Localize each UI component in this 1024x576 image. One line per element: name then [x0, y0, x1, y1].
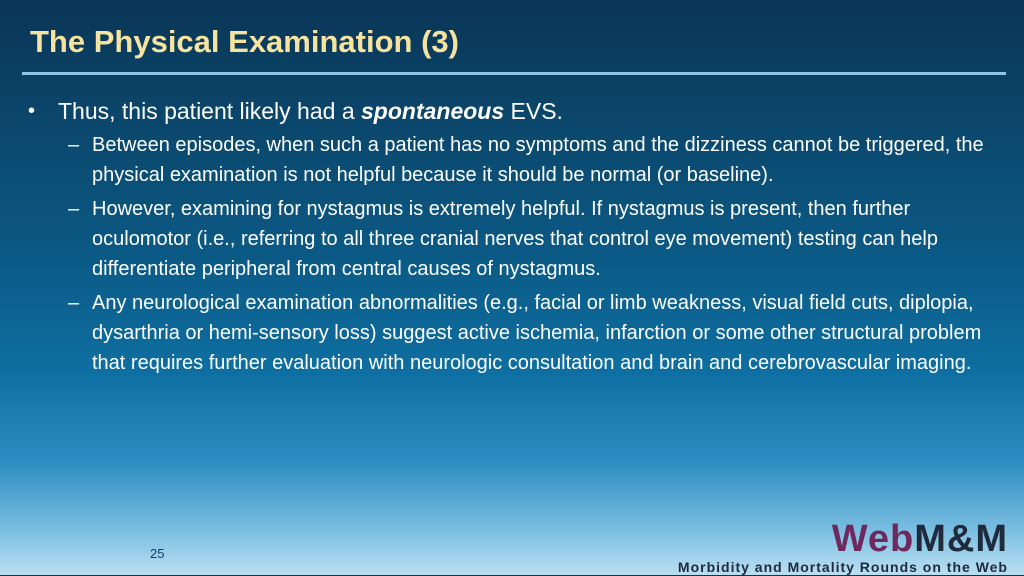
- bullet-emphasis: spontaneous: [361, 98, 505, 124]
- bullet-marker: •: [28, 100, 36, 122]
- logo-tagline: Morbidity and Mortality Rounds on the Web: [677, 559, 1008, 575]
- page-number: 25: [150, 546, 165, 561]
- slide-content: [28, 96, 998, 382]
- sub-bullet-text: Any neurological examination abnormalities (e.g., facial or limb weakness, visual field cuts, diplopia, dysarthria or hemi-sensory loss) suggest active ischemia, infarction or some other structural problem that requires further evaluation with neurologic consultation and brain and cerebrovascular imaging.: [92, 292, 982, 374]
- sub-bullet-2: [68, 194, 998, 284]
- bullet-prefix: Thus, this patient likely had a: [58, 98, 361, 124]
- sub-bullet-marker: –: [68, 198, 80, 220]
- logo-mm-text: M&M: [914, 518, 1008, 560]
- sub-bullet-3: [68, 288, 998, 378]
- webmm-logo: [656, 520, 1008, 576]
- main-bullet: [28, 96, 998, 126]
- slide-title: The Physical Examination (3): [30, 24, 459, 59]
- main-bullet-text: [58, 96, 563, 126]
- sub-bullet-text: However, examining for nystagmus is extremely helpful. If nystagmus is present, then further oculomotor (i.e., referring to all three cranial nerves that control eye movement) testing can help differentiate peripheral from central causes of nystagmus.: [92, 198, 938, 280]
- sub-bullet-1: [68, 130, 998, 190]
- sub-bullet-text: Between episodes, when such a patient has no symptoms and the dizziness cannot be triggered, the physical examination is not helpful because it should be normal (or baseline).: [92, 134, 984, 186]
- logo-web-text: Web: [831, 518, 915, 560]
- sub-bullet-marker: –: [68, 292, 80, 314]
- title-divider: [22, 72, 1006, 75]
- bullet-suffix: EVS.: [504, 98, 563, 124]
- logo-wordmark: [656, 520, 1008, 558]
- sub-bullet-marker: –: [68, 134, 80, 156]
